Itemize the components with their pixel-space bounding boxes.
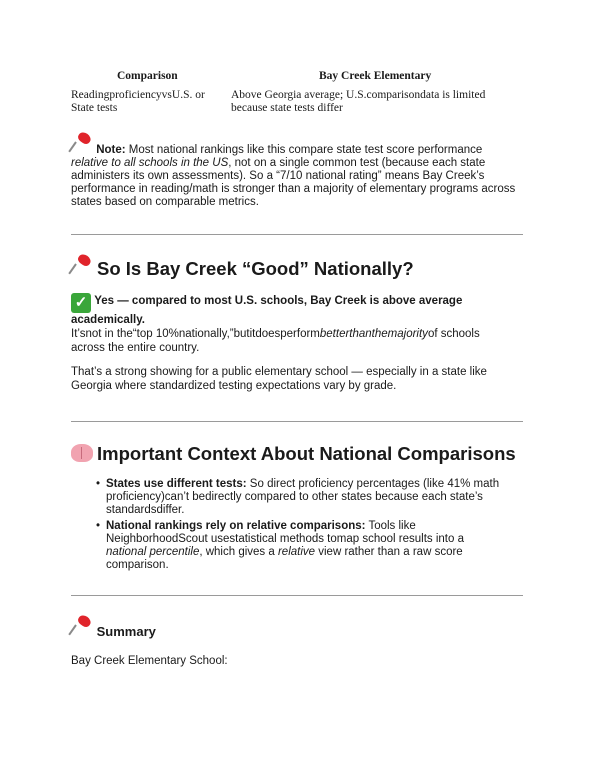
list-item-lead: National rankings rely on relative comparisons: [106, 520, 366, 532]
section-title: So Is Bay Creek “Good” Nationally? [97, 258, 414, 279]
note-text: Most national rankings like this compare state test score performance [125, 144, 483, 156]
table-header-school: Bay Creek Elementary [319, 70, 432, 82]
list-item [96, 478, 506, 517]
check-mark-icon: ✓ [71, 293, 91, 313]
divider [71, 234, 523, 235]
list-item-text: , which gives a [199, 546, 278, 558]
table-header-comparison: Comparison [117, 70, 178, 82]
table-cell-line: Above Georgia average; U.S.comparisondata is limited [231, 89, 486, 101]
divider [71, 421, 523, 422]
list-item [96, 520, 506, 572]
pushpin-icon [71, 255, 93, 277]
body-text: It’snot in the“top 10%nationally,”butitdoesperform [71, 328, 320, 340]
note-label: Note: [96, 144, 126, 156]
note-text: , not on a single common test (because each state administers its own assessments). So a “7/10 national rating” means Bay Creek’s performance in reading/math is stronger than a majority of elementary programs across states based on comparable metrics. [71, 157, 516, 208]
table-cell [71, 89, 221, 115]
list-item-text: So direct proficiency percentages (like 41% math proficiency)can’t bedirectly compared to other states because each state’s standardsdiffer. [106, 478, 500, 516]
section-heading [71, 255, 414, 280]
section-heading [71, 443, 516, 465]
note-paragraph [71, 133, 516, 209]
body-text: of schools across the entire country. [71, 328, 480, 354]
list-item-text: Tools like NeighborhoodScout usestatistical methods tomap school results into a [106, 520, 464, 545]
summary-title: Summary [96, 624, 156, 639]
section-title: Important Context About National Comparisons [97, 443, 516, 464]
list-item-lead: States use different tests: [106, 478, 247, 490]
table-cell [231, 89, 501, 115]
body-paragraph: That’s a strong showing for a public elementary school — especially in a state like Georgia where standardized testing expectations vary by grade. [71, 366, 487, 392]
list-item-emphasis: national percentile [106, 546, 200, 558]
yes-statement: Yes — compared to most U.S. schools, Bay Creek is above average academically. [71, 295, 463, 326]
pushpin-icon [71, 133, 93, 155]
divider [71, 595, 523, 596]
table-cell-line: because state tests differ [231, 102, 343, 114]
brain-icon [71, 444, 93, 462]
list-item-emphasis: relative [277, 546, 316, 558]
pushpin-icon [71, 616, 93, 638]
body-emphasis: betterthanthemajority [319, 328, 428, 340]
table-cell-line: State tests [71, 102, 118, 114]
table-cell-line: ReadingproficiencyvsU.S. or [71, 89, 205, 101]
yes-paragraph [71, 293, 516, 355]
context-list [96, 478, 506, 575]
note-emphasis: relative to all schools in the US [71, 157, 229, 169]
summary-line: Bay Creek Elementary School: [71, 655, 228, 667]
list-item-text: view rather than a raw score comparison. [106, 546, 463, 571]
summary-heading [71, 616, 156, 639]
